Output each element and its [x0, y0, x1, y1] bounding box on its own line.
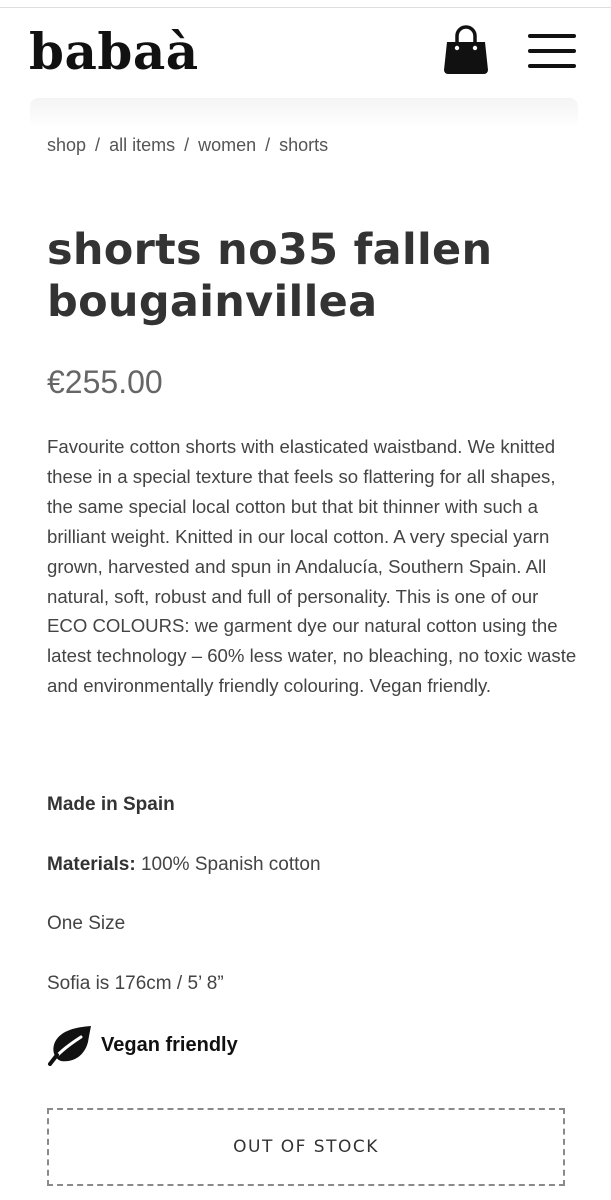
made-in-label	[47, 793, 175, 817]
shopping-bag-icon[interactable]	[442, 24, 490, 76]
product-title-line-2: bougainvillea	[47, 277, 378, 327]
product-price: €255.00	[47, 364, 163, 400]
product-title-line-1: shorts no35 fallen	[47, 225, 493, 275]
product-title	[47, 224, 587, 328]
model-info: Sofia is 176cm / 5’ 8”	[47, 973, 224, 994]
site-header	[0, 8, 611, 100]
breadcrumb-all-items[interactable]: all items	[109, 135, 176, 155]
out-of-stock-label: OUT OF STOCK	[233, 1137, 379, 1157]
out-of-stock-button[interactable]	[47, 1108, 565, 1186]
breadcrumb-women[interactable]: women	[198, 135, 257, 155]
product-description: Favourite cotton shorts with elasticated waistband. We knitted these in a special texture that feels so flattering for all shapes, the same special local cotton but that bit thinner with such a brilliant weight. Knitted in our local cotton. A very special yarn grown, harvested and spun in Andalucía, Southern Spain. All natural, soft, robust and full of personality. This is one of our ECO COLOURS: we garment dye our natural cotton using the latest technology – 60% less water, no bleaching, no toxic waste and environmentally friendly colouring. Vegan friendly.	[47, 436, 577, 697]
breadcrumb	[47, 134, 328, 156]
made-in-text: Made in Spain	[47, 794, 175, 815]
materials-row	[47, 853, 321, 877]
breadcrumb-separator: /	[265, 135, 271, 155]
vegan-label: Vegan friendly	[101, 1034, 238, 1056]
breadcrumb-shop[interactable]: shop	[47, 135, 87, 155]
header-shadow	[30, 98, 578, 128]
breadcrumb-shorts[interactable]: shorts	[279, 135, 329, 155]
materials-label: Materials:	[47, 854, 136, 875]
leaf-icon	[47, 1024, 93, 1066]
hamburger-menu-icon[interactable]	[528, 34, 576, 70]
materials-value: 100% Spanish cotton	[140, 854, 321, 875]
vegan-badge	[47, 1024, 307, 1068]
size-info: One Size	[47, 913, 126, 934]
brand-logo[interactable]: babaà	[29, 22, 199, 81]
breadcrumb-separator: /	[184, 135, 190, 155]
breadcrumb-separator: /	[95, 135, 101, 155]
